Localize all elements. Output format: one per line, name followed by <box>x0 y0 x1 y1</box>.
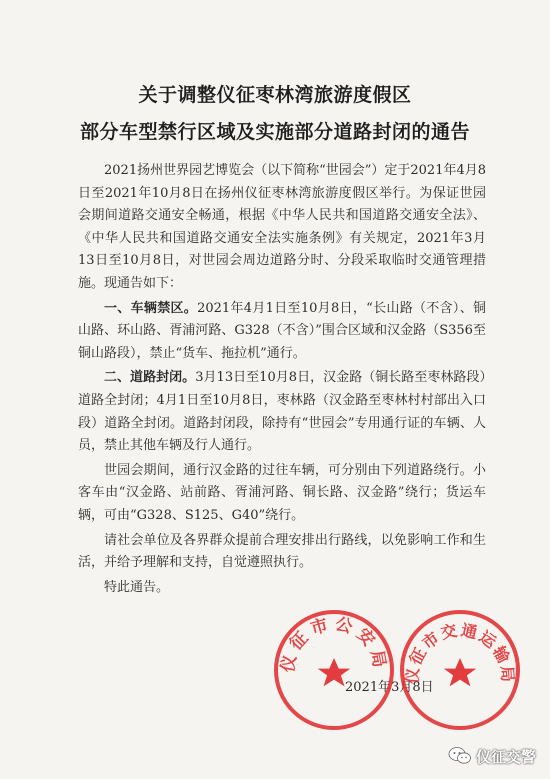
detour-paragraph: 世园会期间，通行汉金路的过往车辆，可分别由下列道路绕行。小客车由“汉金路、站前路、胥浦河路、铜长路、汉金路”绕行；货运车辆，可由“G328、S125、G40”绕行。 <box>78 462 486 523</box>
police-seal-text: 仪征市公安局 <box>277 614 391 675</box>
star-icon <box>444 658 476 686</box>
appeal-paragraph: 请社会单位及各界群众提前合理安排出行路线，以免影响工作和生活，并给予理解和支持，自觉遵照执行。 <box>78 532 486 571</box>
notice-title-line2: 部分车型禁行区域及实施部分道路封闭的通告 <box>79 121 470 143</box>
item1-text: 2021年4月1日至10月8日，“长山路（不含）、铜山路、环山路、胥浦河路、G328（不含）”围合区域和汉金路（S356至铜山路段），禁止“货车、拖拉机”通行。 <box>78 300 486 361</box>
star-icon <box>318 658 350 686</box>
wechat-watermark <box>448 744 536 768</box>
watermark-account-name: 仪征交警 <box>475 747 536 766</box>
item1-heading: 一、车辆禁区。 <box>104 300 198 316</box>
notice-body <box>78 160 486 599</box>
wechat-icon <box>448 746 472 766</box>
item2-paragraph <box>78 367 486 457</box>
police-seal <box>270 606 398 734</box>
notice-date: 2021年3月8日 <box>345 680 434 695</box>
transport-seal <box>396 606 524 734</box>
item2-text: 3月13日至10月8日，汉金路（铜长路至枣林路段）道路全封闭；4月1日至10月8日，枣林路（汉金路至枣林村村部出入口段）道路全封闭。道路封闭段，除持有“世园会”专用通行证的车辆、人员，禁止其他车辆及行人通行。 <box>78 370 486 454</box>
closing-paragraph: 特此通告。 <box>104 579 170 595</box>
intro-paragraph: 2021扬州世界园艺博览会（以下简称“世园会”）定于2021年4月8日至2021年10月8日在扬州仪征枣林湾旅游度假区举行。为保证世园会期间道路交通安全畅通，根据《中华人民共和国道路交通安全法》、《中华人民共和国道路交通安全法实施条例》有关规定，2021年3月13日至10月8日，对世园会周边道路分时、分段采取临时交通管理措施。现通告如下： <box>78 163 487 291</box>
item2-heading: 二、道路封闭。 <box>104 370 196 386</box>
transport-seal-text: 仪征市交通运输局 <box>402 620 518 685</box>
notice-title-line1: 关于调整仪征枣林湾旅游度假区 <box>138 84 412 106</box>
item1-paragraph <box>78 298 486 366</box>
